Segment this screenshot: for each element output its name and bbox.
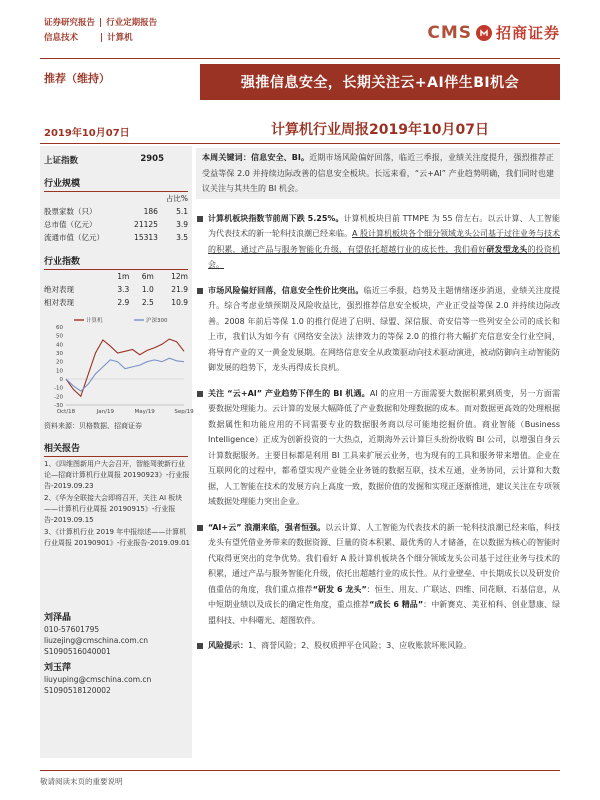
page-title: 强推信息安全，长期关注云+AI伴生BI机会 [200,64,560,100]
report-date: 2019年10月07日 [44,128,130,139]
sidebar [40,146,192,758]
bullet-icon [197,288,203,294]
x-tick-label: Sep/19 [174,409,194,415]
analyst-name: 刘玉萍 [44,663,72,673]
analyst-email[interactable]: liuyuping@cmschina.com.cn [44,675,152,684]
y-tick-label: 0 [59,377,63,383]
related-reports-title: 相关报告 [44,441,188,457]
industry-scale-title: 行业规模 [44,176,188,192]
divider [40,143,560,144]
y-tick-label: 30 [56,351,63,357]
related-report-item[interactable]: 1、《四维图新用户大会召开，智能驾驶新行业论—招商计算机行业周报 20190923》-行业报告-2019.09.23 [44,460,190,490]
summary-text: 近期市场风险偏好回落，临近三季报，业绩关注度提升，强烈推荐正受益等保 2.0 并持续边际改善的信息安全板块。长远来看，“云+AI” 产业趋势明确，我们同时也建议关注与其共生的 BI 机会。 [202,153,554,193]
y-tick-label: 50 [56,333,63,340]
summary-label: 本周关键词：信息安全、BI。 [202,153,310,162]
x-tick-label: May/19 [134,409,155,415]
bullet-icon [197,525,203,531]
y-tick-label: 20 [56,359,63,366]
table-row: 绝对表现 3.3 1.0 21.9 [44,285,188,294]
analyst-cert: S1090518120002 [44,686,111,695]
legend-label: 沪深300 [146,318,168,324]
chart-source: 资料来源：贝格数据、招商证券 [44,422,142,430]
header-line2: 信息技术 | 计算机 [44,33,133,43]
paragraph-5: 风险提示：1、商誉风险；2、股权质押平仓风险；3、应收账款坏账风险。 [196,638,560,654]
table-row: 流通市值（亿元） 15313 3.5 [44,233,188,242]
industry-scale-table: 占比% 股票家数（只） 186 5.1 总市值（亿元） 21125 3.9 流通市值（亿元） 15313 3.5 [44,194,188,242]
logo-latin: CMS [427,22,472,43]
paragraph-2: 市场风险偏好回落，信息安全性价比突出。临近三季报，趋势及主题情绪逐步消退，业绩关注度提升。综合考虑业绩预期及风险收益比，强烈推荐信息安全板块，产业正受益等保 2.0 并持续边际改善。2008 年前后等保 1.0 的推行促进了启明、绿盟、深信服、奇安信等一些列安全公司的成长和上市，我们认为如今有《网络安全法》法律效力的等保 2.0 的推行将大幅扩充信息安全行业空间，将导育产业的又一黄金发展期。在网络信息安全从政策驱动向技术驱动演进，被动防御向主动智能防御发展的趋势下，龙头再得成长良机。 [196,283,560,376]
legend-label: 计算机 [86,318,103,324]
logo-chinese: 招商证券 [495,24,560,42]
analyst-email[interactable]: liuzejing@cmschina.com.cn [44,636,148,645]
y-tick-label: 40 [56,342,63,349]
bullet-icon [197,391,203,397]
footer-note: 敬请阅读末页的重要说明 [40,777,123,786]
logo-emblem-icon [476,25,492,41]
divider [40,770,560,771]
index-line-chart [44,313,194,421]
header-category [44,16,157,46]
y-tick-label: -10 [54,385,63,392]
paragraph-3: 关注 “云+AI” 产业趋势下伴生的 BI 机遇。AI 的应用一方面需要大数据积累到质变，另一方面需要数据处理能力。云计算的发展大幅降低了产业数据和处理数据的成本。而对数据更高效的处理根据数据属性和功能应用的不同需要专业的数据服务商以尽可能地挖掘价值。商业智能（Business Intelligence）正成为创新投资的一大热点，近期海外云计算巨头纷纷收购 BI 公司，以增强自身云计算数据服务。主要目标都是利用 BI 工具来扩展云业务，也为现有的工具和服务带来增值。企业在互联网化的过程中，都希望实现产业链全业务链的数据互联，技术互通，业务协同，云计算和大数据，人工智能在技术的发展方向上高度一致，数据价值的发掘和实现正逐渐推进，建议关注在专项领域数据处理能力突出企业。 [196,386,560,510]
analyst-block [44,613,192,696]
y-tick-label: 60 [56,325,63,331]
x-tick-label: Oct/18 [56,409,76,415]
related-report-item[interactable]: 2、《华为全联接大会即将召开，关注 AI 板块——计算机行业周报 20190915》-行业报告-2019.09.15 [44,494,183,524]
header-line1: 证券研究报告 | 行业定期报告 [44,18,158,28]
paragraph-4: “AI+云” 浪潮来临，强者恒强。以云计算、人工智能为代表技术的新一轮科技浪潮已经来临，科技龙头有望凭借业务带来的数据资源、巨量的资本积累、最优秀的人才储备，在以数据为核心的智能时代取得更突出的竞争优势。我们看好 A 股计算机板块各个细分领域龙头公司基于过往业务与技术的积累，通过产品与服务智能化升级，依托出超越行业的成长性。从行业壁垒、中长期成长以及研发价值重估的角度，我们重点推荐“研发 6 龙头”：恒生、用友、广联达、四维、同花顺、石基信息，从中短期业绩以及成长的确定性角度，重点推荐“成长 6 精品”：中新赛克、美亚柏科、创业慧康、绿盟科技、中科曙光、超图软件。 [196,520,560,629]
paragraph-1: 计算机板块指数节前周下跌 5.25%。计算机板块目前 TTMPE 为 55 倍左右。以云计算、人工智能为代表技术的新一轮科技浪潮已经来临。A 股计算机板块各个细分领域龙头公司基于过往业务与技术的积累，通过产品与服务智能化升级，有望依托超越行业的成长性，我们看好研发型龙头的投资机会。 [196,211,560,273]
report-subtitle: 计算机行业周报2019年10月07日 [271,122,489,138]
divider [40,58,560,59]
table-row: 股票家数（只） 186 5.1 [44,207,188,216]
index-row: 上证指数 2905 [44,154,164,166]
y-tick-label: -30 [54,403,63,409]
analyst-cert: S1090516040001 [44,647,111,656]
bullet-icon [197,216,203,222]
industry-index-title: 行业指数 [44,254,188,270]
performance-table [44,270,188,309]
analyst-phone: 010-57601795 [44,625,100,634]
bullet-icon [197,643,203,649]
table-header: 1m 6m 12m [117,272,188,281]
cms-logo [427,22,560,43]
x-tick-label: Jan/19 [96,409,115,415]
index-chart [44,313,194,421]
analyst-name: 刘泽晶 [44,613,72,623]
main-content [196,148,560,654]
y-tick-label: 10 [56,368,63,375]
rating: 推荐（维持） [44,72,110,85]
table-row: 相对表现 2.9 2.5 10.9 [44,298,188,307]
table-row: 总市值（亿元） 21125 3.9 [44,220,188,229]
related-reports-list [44,459,190,549]
summary-box [196,148,560,199]
related-report-item[interactable]: 3、《计算机行业 2019 年中报综述——计算机行业周报 20190901》-行业报告-2019.09.01 [44,528,190,547]
y-tick-label: -20 [54,394,63,401]
